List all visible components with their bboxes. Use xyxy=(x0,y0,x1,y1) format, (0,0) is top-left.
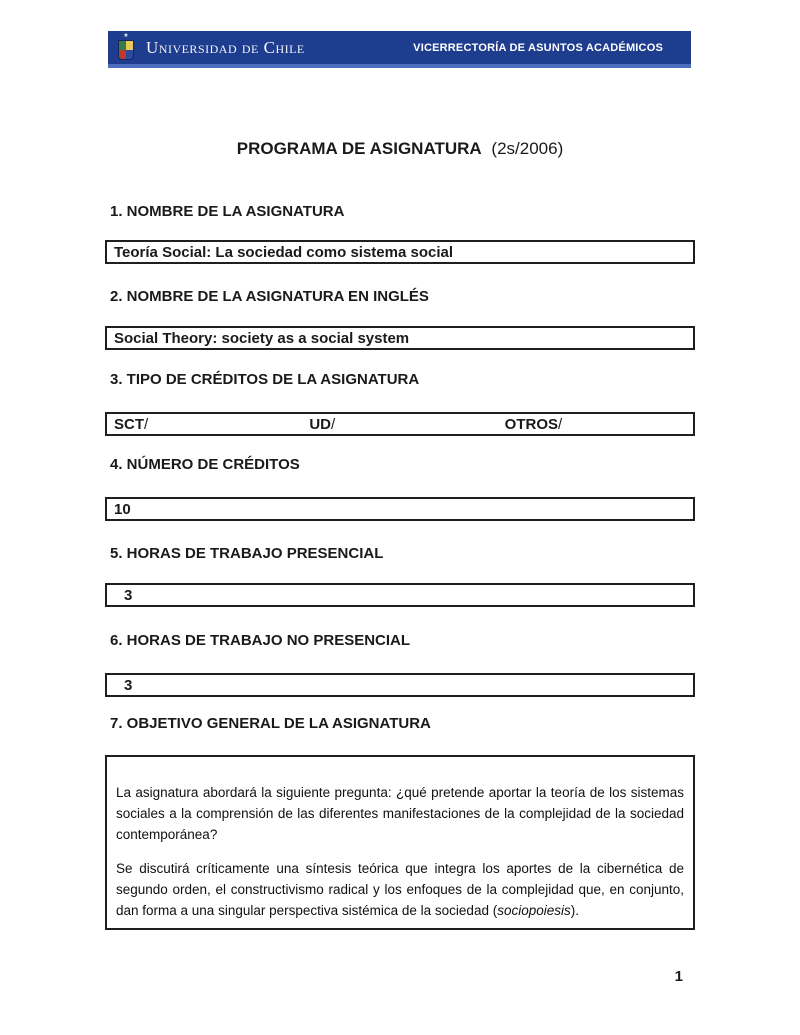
field-objetivo-general xyxy=(105,755,695,930)
field-value: 10 xyxy=(114,500,131,518)
credit-cell-otros xyxy=(498,416,693,433)
section-heading-nombre-ingles: 2. NOMBRE DE LA ASIGNATURA EN INGLÉS xyxy=(110,288,429,305)
field-tipo-creditos xyxy=(105,412,695,436)
credit-slash: / xyxy=(558,415,563,433)
credit-slash: / xyxy=(144,415,149,433)
section-heading-objetivo: 7. OBJETIVO GENERAL DE LA ASIGNATURA xyxy=(110,715,431,732)
section-heading-horas-no-presencial: 6. HORAS DE TRABAJO NO PRESENCIAL xyxy=(110,632,411,649)
page-title xyxy=(105,138,695,160)
field-value: Teoría Social: La sociedad como sistema social xyxy=(114,243,454,261)
page-number: 1 xyxy=(674,968,683,985)
credit-cell-sct xyxy=(107,416,302,433)
office-name: VICERRECTORÍA DE ASUNTOS ACADÉMICOS xyxy=(413,41,663,54)
field-value: Social Theory: society as a social system xyxy=(114,329,410,347)
credit-label: UD xyxy=(309,415,331,433)
field-value: 3 xyxy=(124,676,133,694)
field-horas-no-presencial xyxy=(105,673,695,697)
section-heading-tipo-creditos: 3. TIPO DE CRÉDITOS DE LA ASIGNATURA xyxy=(110,371,420,388)
field-value: 3 xyxy=(124,586,133,604)
field-numero-creditos xyxy=(105,497,695,521)
university-name: Universidad de Chile xyxy=(146,37,305,57)
field-nombre-ingles xyxy=(105,326,695,350)
star-icon: ★ xyxy=(123,32,129,39)
section-heading-nombre: 1. NOMBRE DE LA ASIGNATURA xyxy=(110,203,345,220)
field-horas-presencial xyxy=(105,583,695,607)
field-nombre-asignatura xyxy=(105,240,695,264)
paragraph-italic-term: sociopoiesis xyxy=(497,903,571,918)
section-heading-numero-creditos: 4. NÚMERO DE CRÉDITOS xyxy=(110,456,300,473)
credit-label: SCT xyxy=(114,415,144,433)
document-content xyxy=(105,0,695,985)
page-title-term: (2s/2006) xyxy=(491,139,564,158)
page-title-main: PROGRAMA DE ASIGNATURA xyxy=(236,139,482,158)
credit-cell-ud xyxy=(302,416,497,433)
section-heading-horas-presencial: 5. HORAS DE TRABAJO PRESENCIAL xyxy=(110,545,384,562)
credit-slash: / xyxy=(331,415,336,433)
paragraph-text: Se discutirá críticamente una síntesis teórica que integra los aportes de la cibernética de segundo orden, el constructivismo radical y los enfoques de la complejidad que, en conjunto, dan forma a una singular perspectiva sistémica de la sociedad ( xyxy=(116,861,684,918)
objective-paragraph-2 xyxy=(116,858,684,921)
objective-paragraph-1: La asignatura abordará la siguiente pregunta: ¿qué pretende aportar la teoría de los sistemas sociales a la comprensión de las diferentes manifestaciones de la complejidad de la sociedad contemporánea? xyxy=(116,785,684,842)
paragraph-text: ). xyxy=(570,903,580,918)
credit-label: OTROS xyxy=(504,415,558,433)
